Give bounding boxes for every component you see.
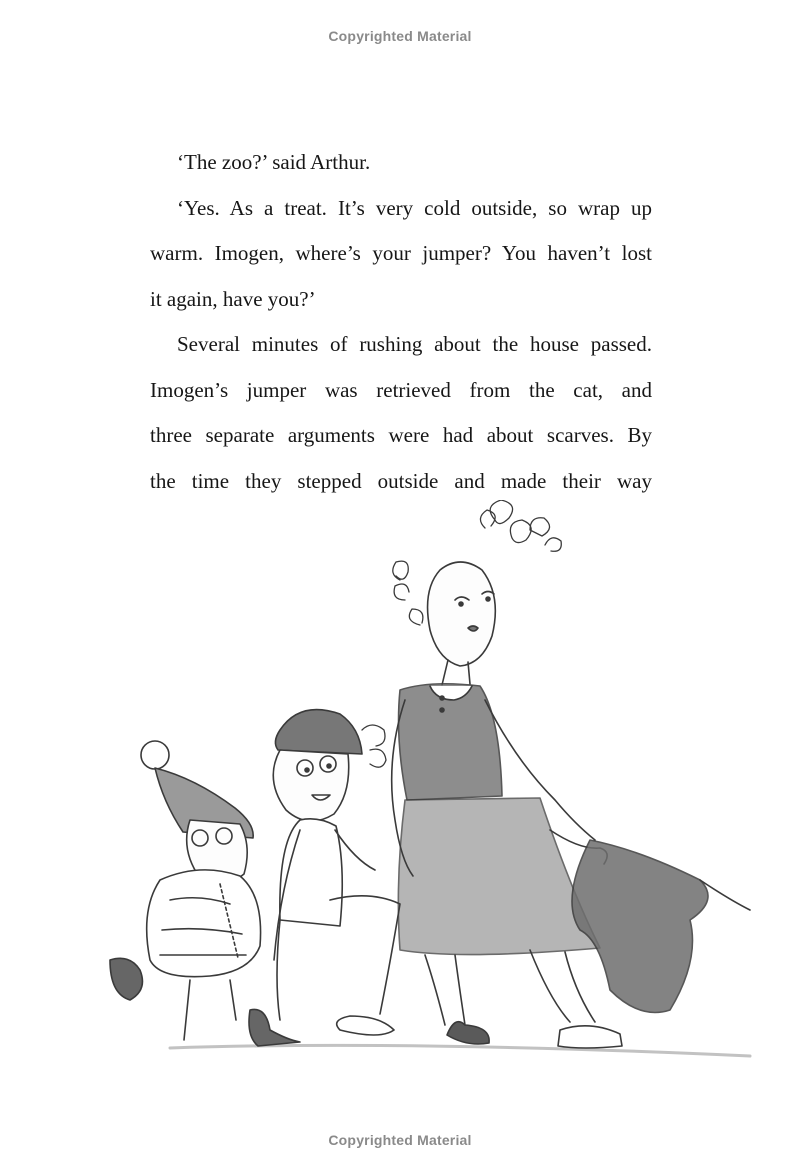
- text-line: warm. Imogen, where’s your jumper? You haven’t lost: [150, 241, 652, 265]
- text-line: Several minutes of rushing about the house passed.: [177, 332, 652, 356]
- imogen-figure: [273, 710, 400, 1035]
- text-line: ‘Yes. As a treat. It’s very cold outside, so wrap up: [177, 195, 652, 220]
- text-line: it again, have you?’: [150, 286, 316, 311]
- mother-figure: [392, 500, 750, 1048]
- copyright-watermark-bottom: Copyrighted Material: [328, 1132, 472, 1148]
- text-line: three separate arguments were had about scarves. By: [150, 423, 652, 447]
- text-line: ‘The zoo?’ said Arthur.: [177, 150, 371, 174]
- text-line: the time they stepped outside and made their way: [150, 468, 652, 493]
- story-text: [150, 140, 652, 504]
- copyright-watermark-top: Copyrighted Material: [328, 28, 472, 44]
- text-line: Imogen’s jumper was retrieved from the cat, and: [150, 377, 652, 402]
- arthur-figure: [110, 741, 300, 1046]
- family-walking-illustration: [100, 500, 760, 1080]
